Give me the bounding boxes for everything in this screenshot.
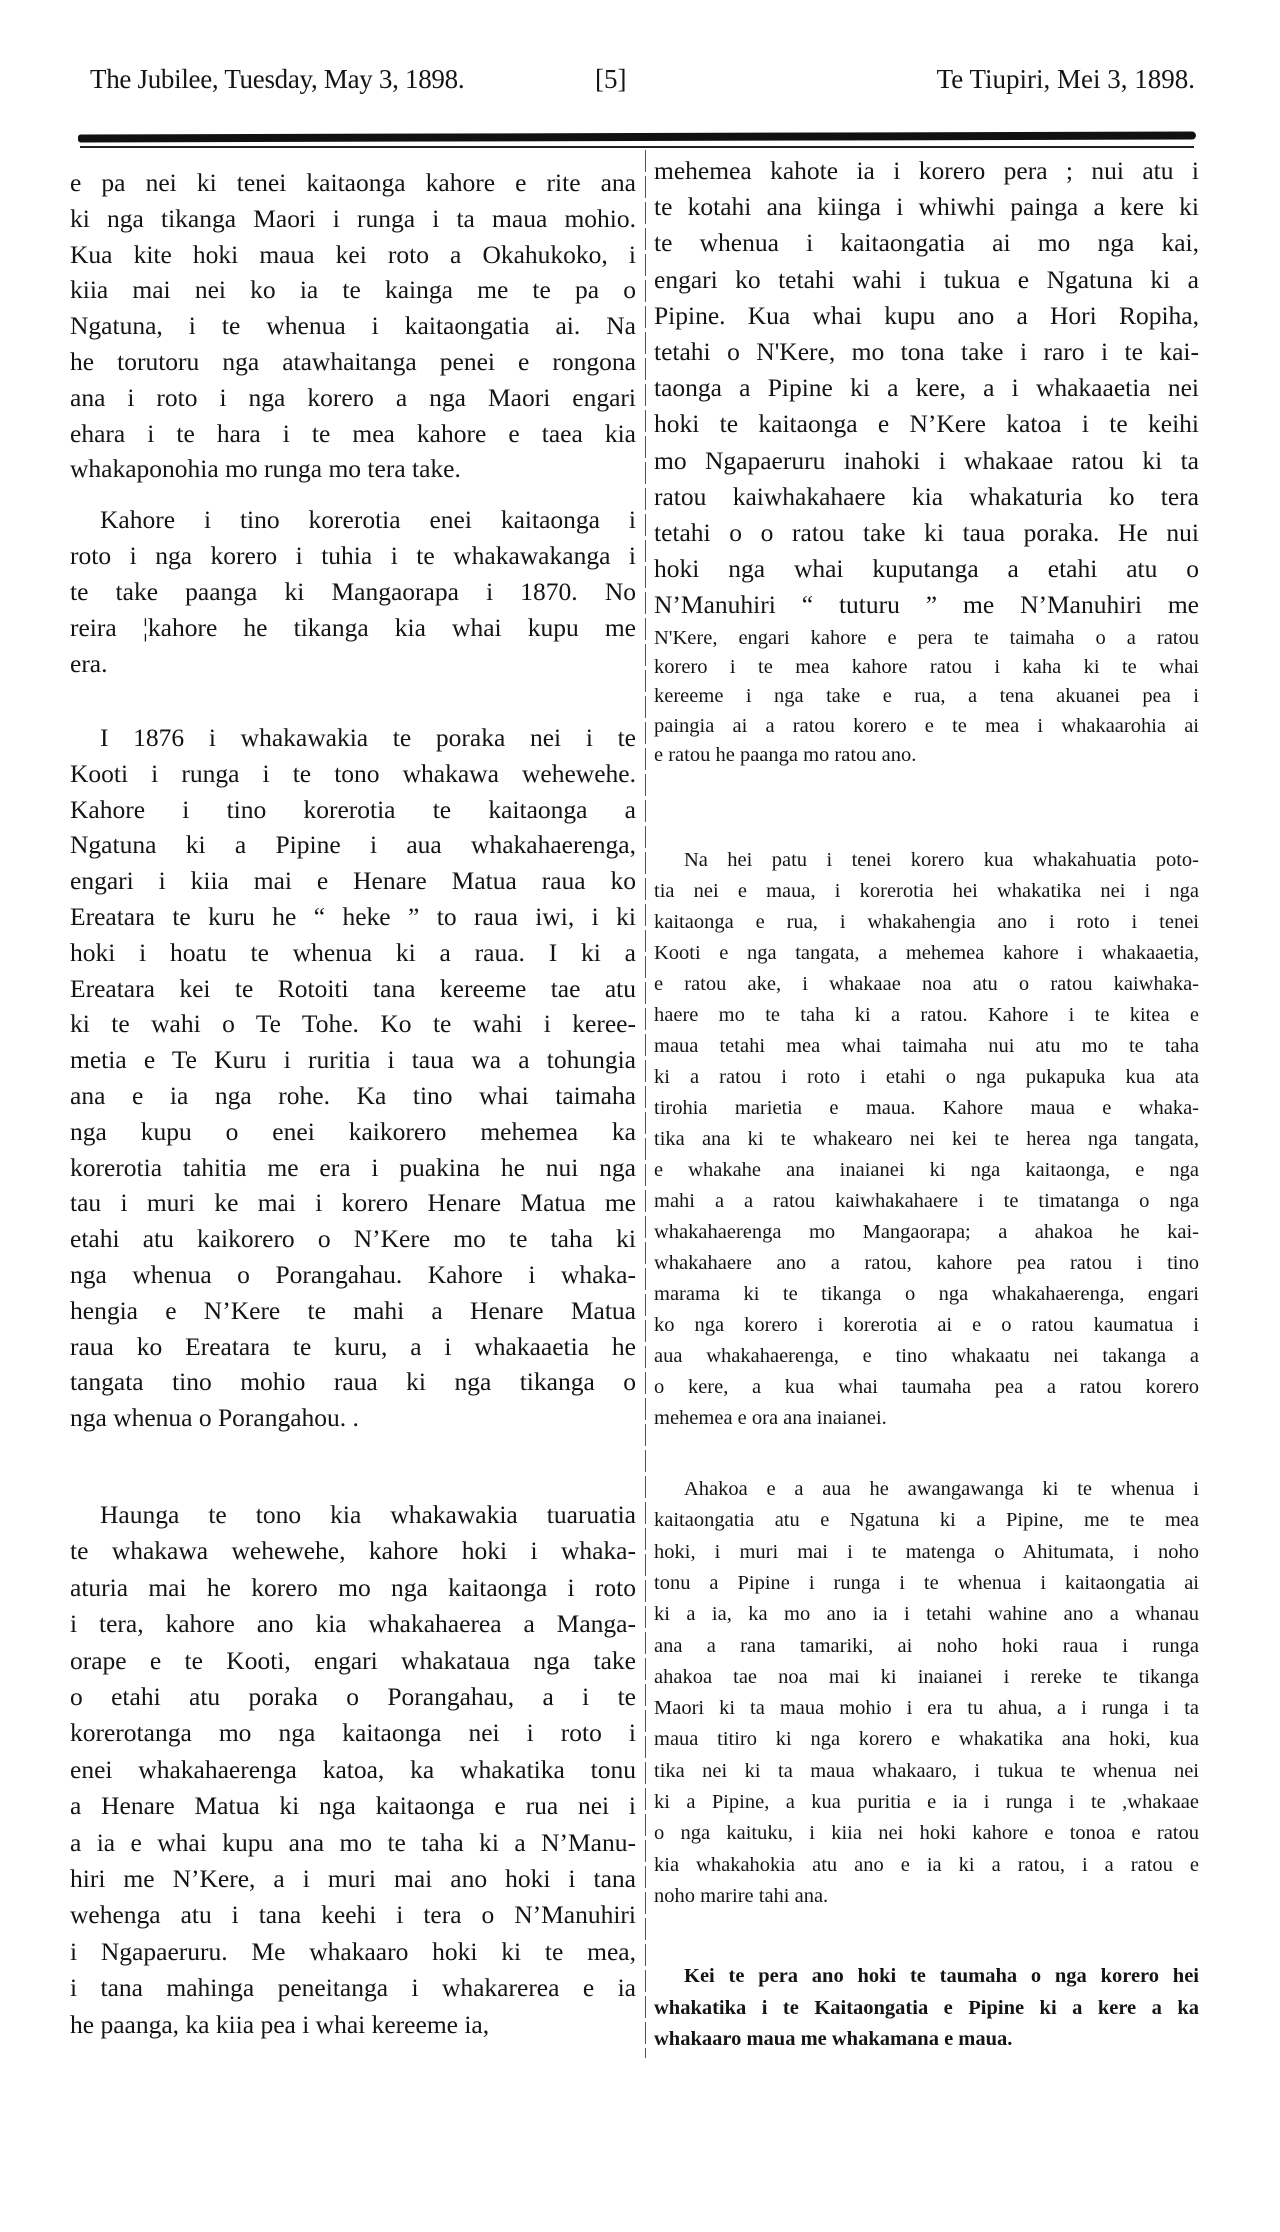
text-line: mehemea e ora ana inaianei. xyxy=(654,1407,887,1429)
text-line: ko nga korero i korerotia ai e o ratou kaumatua i xyxy=(654,1314,1199,1336)
text-line: Ngatuna ki a Pipine i aua whakahaerenga, xyxy=(70,830,636,860)
text-line: mehemea kahote ia i korero pera ; nui atu i xyxy=(654,156,1199,185)
text-line: Maori ki ta maua mohio i era tu ahua, a i runga i ta xyxy=(654,1697,1199,1720)
text-line: Kahore i tino korerotia enei kaitaonga i xyxy=(100,505,636,534)
text-line: e ratou ake, i whakaae noa atu o ratou kaiwhaka- xyxy=(654,973,1199,995)
text-line: i Ngapaeruru. Me whakaaro hoki ki te mea, xyxy=(70,1936,636,1966)
text-line: whakahaere ano a ratou, kahore pea ratou i tino xyxy=(654,1252,1199,1274)
text-line: Na hei patu i tenei korero kua whakahuatia poto- xyxy=(684,849,1199,871)
text-line: e ratou he paanga mo ratou ano. xyxy=(654,744,917,767)
text-line: raua ko Ereatara te kuru, a i whakaaetia he xyxy=(70,1331,636,1361)
text-line: Haunga te tono kia whakawakia tuaruatia xyxy=(100,1500,636,1529)
text-line: ana e ia nga rohe. Ka tino whai taimaha xyxy=(70,1081,636,1110)
text-line: aturia mai he korero mo nga kaitaonga i roto xyxy=(70,1572,636,1602)
text-line: ana a rana tamariki, ai noho hoki raua i runga xyxy=(654,1634,1199,1657)
text-line: korero i te mea kahore ratou i kaha ki te whai xyxy=(654,656,1199,678)
text-line: mahi a a ratou kaiwhakahaere i te timatanga o nga xyxy=(654,1190,1199,1212)
text-line: ahakoa tae noa mai ki inaianei i rereke te tikanga xyxy=(654,1665,1199,1688)
text-line: paingia ai a ratou korero e te mea i whakaarohia ai xyxy=(654,714,1199,737)
text-line: maua tetahi mea whai taimaha nui atu mo te taha xyxy=(654,1035,1199,1057)
text-line: o kere, a kua whai taumaha pea a ratou korero xyxy=(654,1376,1199,1398)
text-line: aua whakahaerenga, e tino whakaatu nei takanga a xyxy=(654,1345,1199,1367)
text-line: tetahi o N'Kere, mo tona take i raro i te kai- xyxy=(654,337,1199,366)
text-line: korerotanga mo nga kaitaonga nei i roto i xyxy=(70,1718,636,1748)
text-line: ki nga tikanga Maori i runga i ta maua mohio. xyxy=(70,203,636,233)
text-line: nga whenua o Porangahou. . xyxy=(70,1403,359,1433)
text-line: metia e Te Kuru i ruritia i taua wa a tohungia xyxy=(70,1045,636,1075)
text-line: kia whakahokia atu ano e ia ki a ratou, i a ratou e xyxy=(654,1853,1199,1876)
text-line: ratou kaiwhakahaere kia whakaturia ko tera xyxy=(654,481,1199,511)
text-line: engari i kiia mai e Henare Matua raua ko xyxy=(70,866,636,896)
header-english-title: The Jubilee, Tuesday, May 3, 1898. xyxy=(90,64,465,94)
text-line: Kooti i runga i te tono whakawa wehewehe. xyxy=(70,758,636,788)
text-line: engari ko tetahi wahi i tukua e Ngatuna ki a xyxy=(654,264,1199,294)
text-line: marama ki te tikanga o nga whakahaerenga, engari xyxy=(654,1283,1199,1305)
text-line: he paanga, ka kiia pea i whai kereeme ia, xyxy=(70,2009,490,2039)
text-line: ana i roto i nga korero a nga Maori engari xyxy=(70,382,636,412)
text-line: ki a ia, ka mo ano ia i tetahi wahine ano a whanau xyxy=(654,1603,1199,1626)
text-line: Kei te pera ano hoki te taumaha o nga korero hei xyxy=(684,1965,1199,1987)
column-divider xyxy=(645,150,646,2058)
text-line: reira ¦kahore he tikanga kia whai kupu me xyxy=(70,613,636,642)
text-line: ki te wahi o Te Tohe. Ko te wahi i keree- xyxy=(70,1009,636,1039)
text-line: whakatika i te Kaitaongatia e Pipine ki a kere a ka xyxy=(654,1996,1199,2019)
text-line: ki a ratou i roto i etahi o nga pukapuka kua ata xyxy=(654,1066,1199,1088)
text-line: te kotahi ana kiinga i whiwhi painga a kere ki xyxy=(654,192,1199,222)
text-line: maua titiro ki nga korero e whakatika ana hoki, kua xyxy=(654,1728,1199,1751)
text-line: Kua kite hoki maua kei roto a Okahukoko, i xyxy=(70,239,636,269)
text-line: noho marire tahi ana. xyxy=(654,1884,829,1907)
text-line: Ereatara kei te Rotoiti tana kereeme tae atu xyxy=(70,973,636,1003)
text-line: enei whakahaerenga katoa, ka whakatika tonu xyxy=(70,1754,636,1784)
text-line: tangata tino mohio raua ki nga tikanga o xyxy=(70,1367,636,1397)
text-line: hoki nga whai kuputanga a etahi atu o xyxy=(654,554,1199,584)
header-rule-thin xyxy=(80,146,1194,148)
text-line: kaitaongatia atu e Ngatuna ki a Pipine, me te mea xyxy=(654,1509,1199,1532)
page-number: [5] xyxy=(595,64,627,94)
text-line: he torutoru nga atawhaitanga penei e rongona xyxy=(70,347,636,376)
text-line: Ereatara te kuru he “ heke ” to raua iwi, i ki xyxy=(70,902,636,931)
text-line: N’Manuhiri “ tuturu ” me N’Manuhiri me xyxy=(654,590,1199,620)
text-line: orape e te Kooti, engari whakataua nga take xyxy=(70,1645,636,1675)
text-line: wehenga atu i tana keehi i tera o N’Manuhiri xyxy=(70,1900,636,1930)
text-line: I 1876 i whakawakia te poraka nei i te xyxy=(100,723,636,752)
text-line: i tana mahinga peneitanga i whakarerea e ia xyxy=(70,1973,636,2003)
text-line: nga whenua o Porangahau. Kahore i whaka- xyxy=(70,1260,636,1289)
text-line: a Henare Matua ki nga kaitaonga e rua nei i xyxy=(70,1791,636,1821)
text-line: o nga kaituku, i kiia nei hoki kahore e tonoa e ratou xyxy=(654,1822,1199,1845)
text-line: mo Ngapaeruru inahoki i whakaae ratou ki ta xyxy=(654,445,1199,475)
text-line: Ahakoa e a aua he awangawanga ki te whenua i xyxy=(684,1478,1199,1500)
header-maori-title: Te Tiupiri, Mei 3, 1898. xyxy=(936,64,1195,94)
text-line: tau i muri ke mai i korero Henare Matua me xyxy=(70,1188,636,1218)
header-rule-thick xyxy=(78,132,1196,143)
text-line: etahi atu kaikorero o N’Kere mo te taha ki xyxy=(70,1224,636,1254)
text-line: e pa nei ki tenei kaitaonga kahore e rite ana xyxy=(70,168,636,197)
text-line: whakahaerenga mo Mangaorapa; a ahakoa he kai- xyxy=(654,1221,1199,1243)
text-line: tia nei e maua, i korerotia hei whakatika nei i nga xyxy=(654,880,1199,902)
text-line: hengia e N’Kere te mahi a Henare Matua xyxy=(70,1295,636,1325)
text-line: hiri me N’Kere, a i muri mai ano hoki i tana xyxy=(70,1864,636,1893)
text-line: e whakahe ana inaianei ki nga kaitaonga, e nga xyxy=(654,1159,1199,1181)
text-line: kaitaonga e rua, i whakahengia ano i roto i tenei xyxy=(654,911,1199,933)
text-line: haere mo te taha ki a ratou. Kahore i te kitea e xyxy=(654,1004,1199,1026)
text-line: te whakawa wehewehe, kahore hoki i whaka- xyxy=(70,1536,636,1566)
text-line: hoki, i muri mai i te matenga o Ahitumata, i noho xyxy=(654,1540,1199,1563)
text-line: korerotia tahitia me era i puakina he nui nga xyxy=(70,1152,636,1182)
text-line: nga kupu o enei kaikorero mehemea ka xyxy=(70,1116,636,1146)
text-line: ehara i te hara i te mea kahore e taea kia xyxy=(70,418,636,448)
text-line: N'Kere, engari kahore e pera te taimaha o a ratou xyxy=(654,626,1199,649)
text-line: hoki te kaitaonga e N’Kere katoa i te keihi xyxy=(654,409,1199,439)
text-line: tonu a Pipine i runga i te whenua i kaitaongatia ai xyxy=(654,1571,1199,1594)
text-line: hoki i hoatu te whenua ki a raua. I ki a xyxy=(70,937,636,967)
text-line: whakaaro maua me whakamana e maua. xyxy=(654,2028,1013,2050)
text-line: Ngatuna, i te whenua i kaitaongatia ai. Na xyxy=(70,311,636,341)
text-line: te whenua i kaitaongatia ai mo nga kai, xyxy=(654,228,1199,258)
text-line: taonga a Pipine ki a kere, a i whakaaetia nei xyxy=(654,373,1199,403)
text-line: kiia mai nei ko ia te kainga me te pa o xyxy=(70,275,636,305)
text-line: kereeme i nga take e rua, a tena akuanei pea i xyxy=(654,685,1199,708)
text-line: Pipine. Kua whai kupu ano a Hori Ropiha, xyxy=(654,300,1199,330)
text-line: a ia e whai kupu ana mo te taha ki a N’Manu- xyxy=(70,1827,636,1857)
text-line: i tera, kahore ano kia whakahaerea a Manga- xyxy=(70,1609,636,1639)
text-line: tirohia marietia e maua. Kahore maua e whaka- xyxy=(654,1097,1199,1119)
text-line: ki a Pipine, a kua puritia e ia i runga i te ,whakaae xyxy=(654,1791,1199,1813)
text-line: o etahi atu poraka o Porangahau, a i te xyxy=(70,1682,636,1711)
text-line: roto i nga korero i tuhia i te whakawakanga i xyxy=(70,541,636,570)
text-line: Kooti e nga tangata, a mehemea kahore i whakaaetia, xyxy=(654,942,1199,964)
text-line: tika nei ki ta maua whakaaro, i tukua te whenua nei xyxy=(654,1759,1199,1782)
text-line: tika ana ki te whakearo nei kei te herea nga tangata, xyxy=(654,1128,1199,1150)
text-line: tetahi o o ratou take ki taua poraka. He nui xyxy=(654,518,1199,547)
text-line: Kahore i tino korerotia te kaitaonga a xyxy=(70,794,636,824)
text-line: whakaponohia mo runga mo tera take. xyxy=(70,454,461,484)
text-line: te take paanga ki Mangaorapa i 1870. No xyxy=(70,577,636,606)
text-line: era. xyxy=(70,649,108,678)
